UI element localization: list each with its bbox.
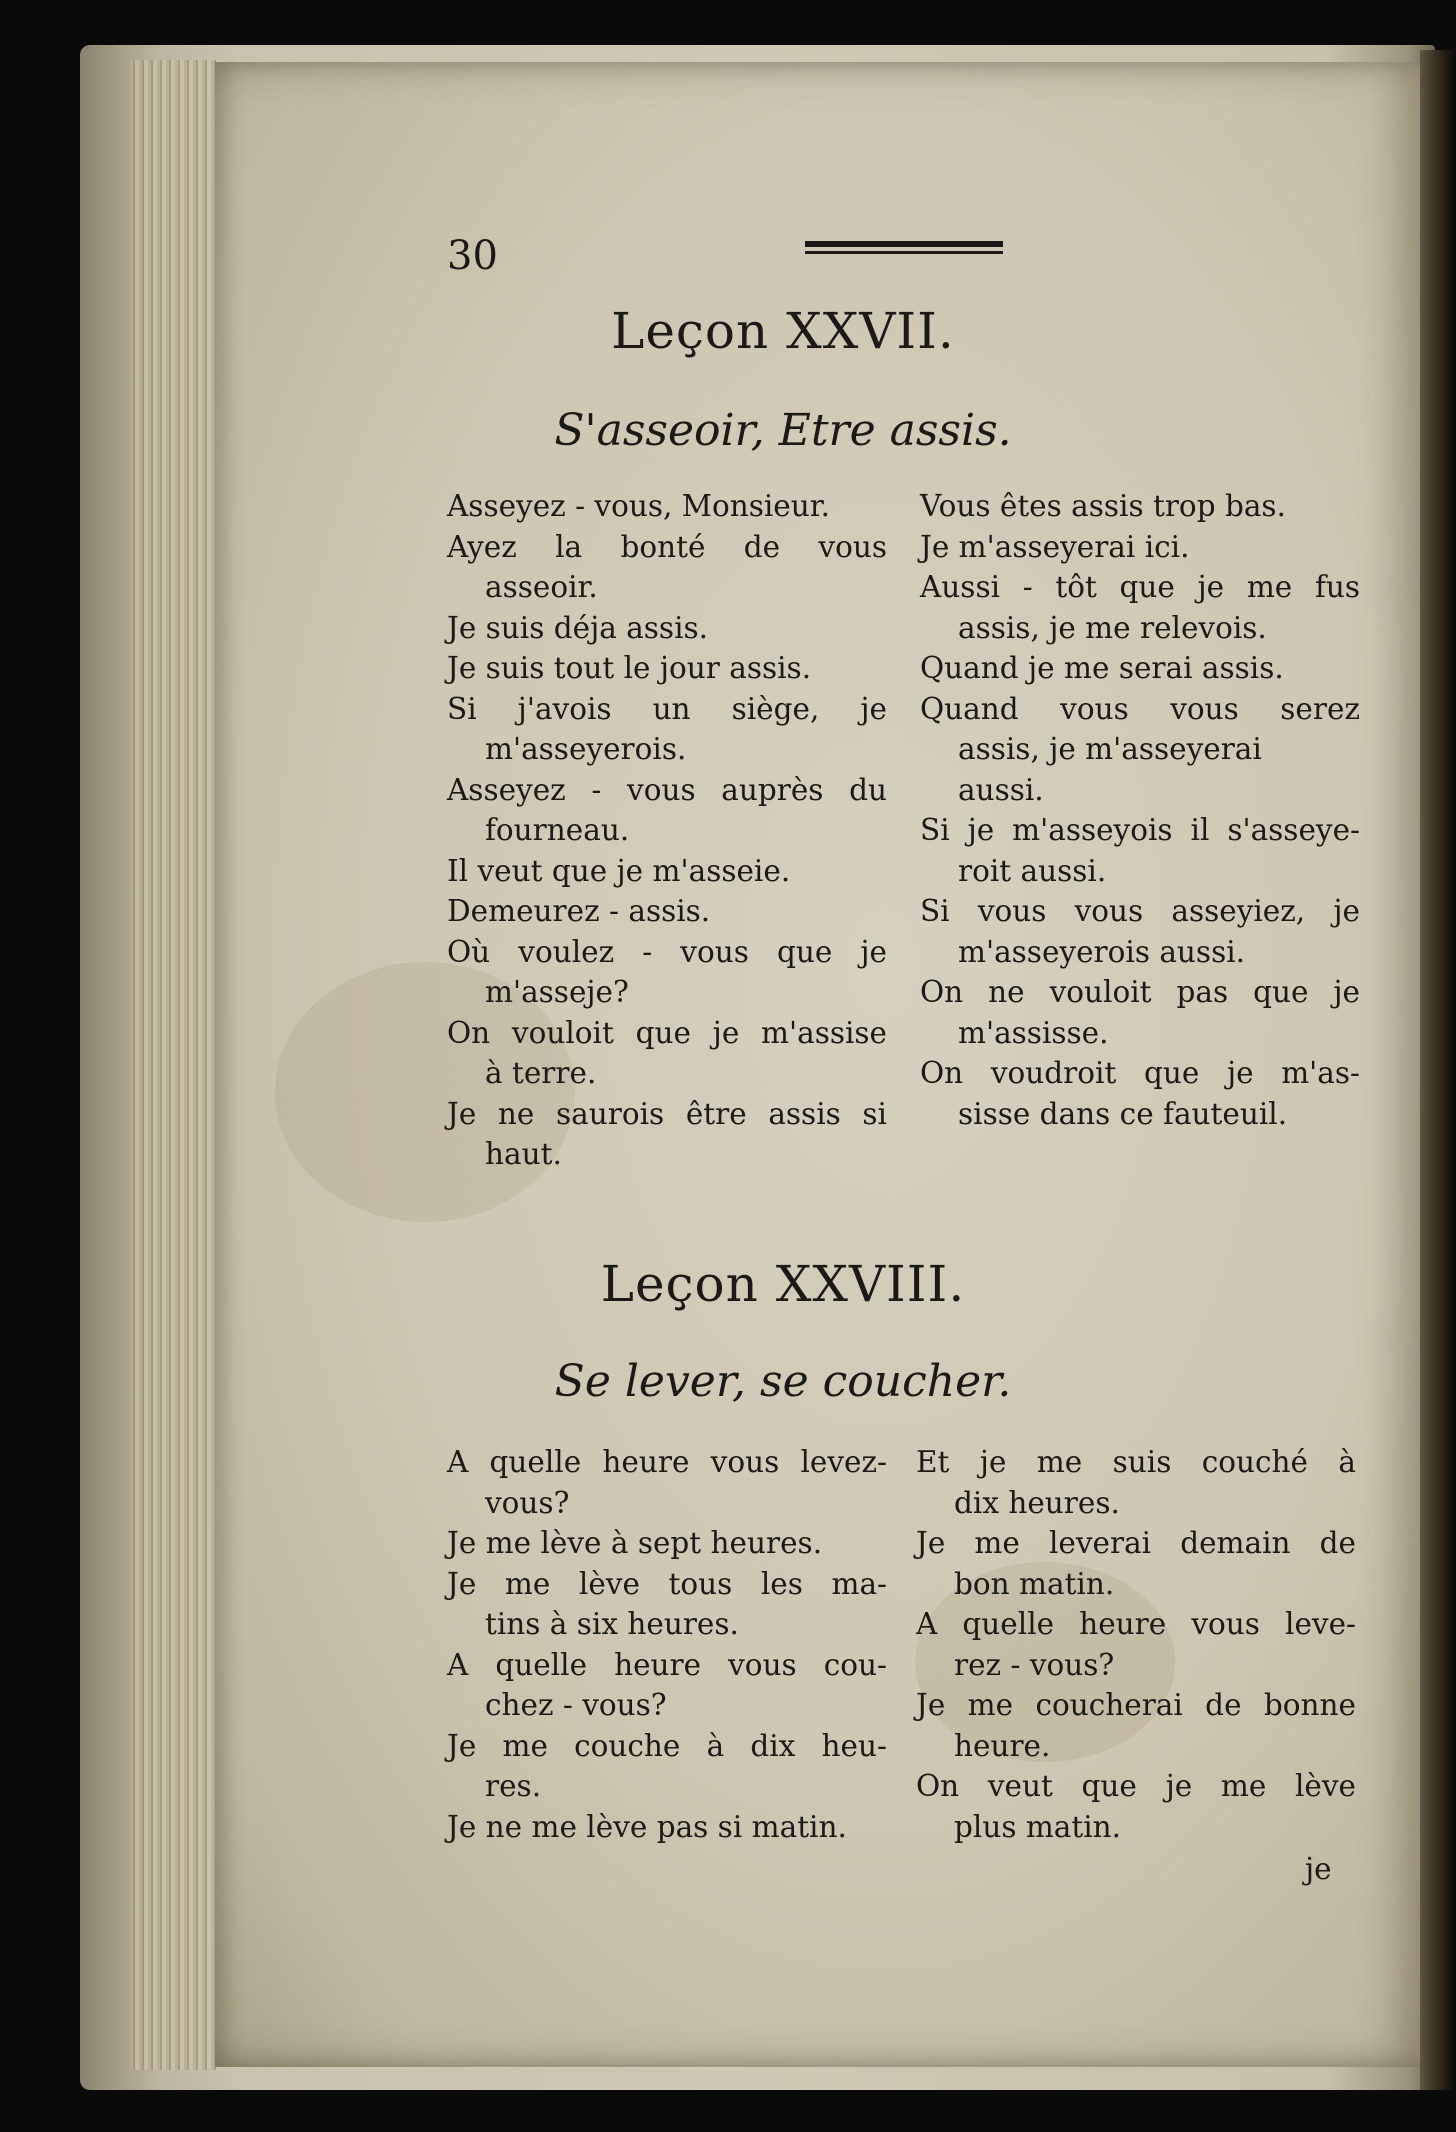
- text-line: On veut que je me lève: [916, 1769, 1356, 1803]
- lesson-title: Leçon XXVIII.: [600, 1255, 966, 1313]
- text-line: fourneau.: [485, 813, 630, 847]
- text-line: assis, je m'asseyerai: [958, 732, 1262, 766]
- text-line: Si je m'asseyois il s'asseye-: [920, 813, 1360, 847]
- text-line: Demeurez - assis.: [447, 894, 711, 928]
- text-line: A quelle heure vous cou-: [447, 1647, 887, 1682]
- text-line: chez - vous?: [485, 1688, 667, 1722]
- catchword: je: [1305, 1852, 1332, 1886]
- text-line: On ne vouloit pas que je: [920, 975, 1360, 1009]
- text-line: Quand je me serai assis.: [920, 651, 1284, 685]
- page-stack-edge: [130, 60, 220, 2070]
- text-line: Je suis tout le jour assis.: [447, 651, 812, 685]
- text-line: haut.: [485, 1137, 562, 1171]
- text-line: m'assisse.: [958, 1015, 1109, 1050]
- text-line: Asseyez - vous, Monsieur.: [447, 489, 830, 523]
- page-number: 30: [447, 233, 498, 279]
- lesson-right-column: [916, 1442, 1356, 1847]
- text-line: bon matin.: [954, 1566, 1115, 1601]
- text-line: Je me lève à sept heures.: [447, 1526, 823, 1560]
- text-line: Et je me suis couché à: [916, 1445, 1356, 1479]
- lesson-subtitle: Se lever, se coucher.: [554, 1356, 1012, 1407]
- text-line: A quelle heure vous levez-: [447, 1445, 887, 1479]
- text-line: On vouloit que je m'assise: [447, 1015, 887, 1050]
- text-line: m'asseyerois.: [485, 732, 687, 766]
- text-line: heure.: [954, 1728, 1051, 1763]
- text-line: Si vous vous asseyiez, je: [920, 894, 1360, 928]
- text-line: Où voulez - vous que je: [447, 934, 887, 969]
- text-line: Quand vous vous serez: [920, 691, 1360, 726]
- text-line: à terre.: [485, 1056, 597, 1090]
- text-line: asseoir.: [485, 570, 598, 604]
- text-line: Ayez la bonté de vous: [447, 529, 887, 564]
- lesson-subtitle: S'asseoir, Etre assis.: [554, 405, 1012, 456]
- text-line: res.: [485, 1769, 542, 1803]
- text-line: On voudroit que je m'as-: [920, 1056, 1360, 1090]
- header-rule: [805, 241, 1003, 247]
- lesson-left-column: [447, 486, 887, 1175]
- text-line: sisse dans ce fauteuil.: [958, 1096, 1288, 1131]
- text-line: Je me lève tous les ma-: [447, 1566, 887, 1601]
- header-rule: [805, 251, 1003, 254]
- text-line: Aussi - tôt que je me fus: [920, 570, 1360, 604]
- lesson-title: Leçon XXVII.: [611, 302, 955, 360]
- text-line: roit aussi.: [958, 853, 1107, 888]
- text-line: plus matin.: [954, 1809, 1122, 1844]
- text-line: Vous êtes assis trop bas.: [920, 489, 1286, 523]
- text-line: m'asseyerois aussi.: [958, 934, 1246, 969]
- text-line: assis, je me relevois.: [958, 610, 1267, 645]
- text-line: Il veut que je m'asseie.: [447, 853, 791, 888]
- text-line: Je ne saurois être assis si: [447, 1096, 887, 1131]
- text-line: dix heures.: [954, 1485, 1120, 1520]
- text-line: m'asseje?: [485, 975, 629, 1009]
- text-line: rez - vous?: [954, 1647, 1115, 1682]
- text-line: A quelle heure vous leve-: [916, 1607, 1356, 1641]
- text-line: Je suis déja assis.: [447, 610, 709, 645]
- text-line: Asseyez - vous auprès du: [447, 772, 887, 807]
- text-line: tins à six heures.: [485, 1607, 739, 1641]
- lesson-left-column: [447, 1442, 887, 1847]
- lesson-right-column: [920, 486, 1360, 1134]
- text-line: Si j'avois un siège, je: [447, 691, 887, 726]
- text-line: Je m'asseyerai ici.: [920, 529, 1190, 564]
- text-line: vous?: [485, 1485, 570, 1520]
- text-line: Je me coucherai de bonne: [916, 1688, 1356, 1722]
- text-line: Je me couche à dix heu-: [447, 1728, 887, 1763]
- text-line: Je me leverai demain de: [916, 1526, 1356, 1560]
- text-line: aussi.: [958, 772, 1044, 807]
- text-line: Je ne me lève pas si matin.: [447, 1809, 847, 1844]
